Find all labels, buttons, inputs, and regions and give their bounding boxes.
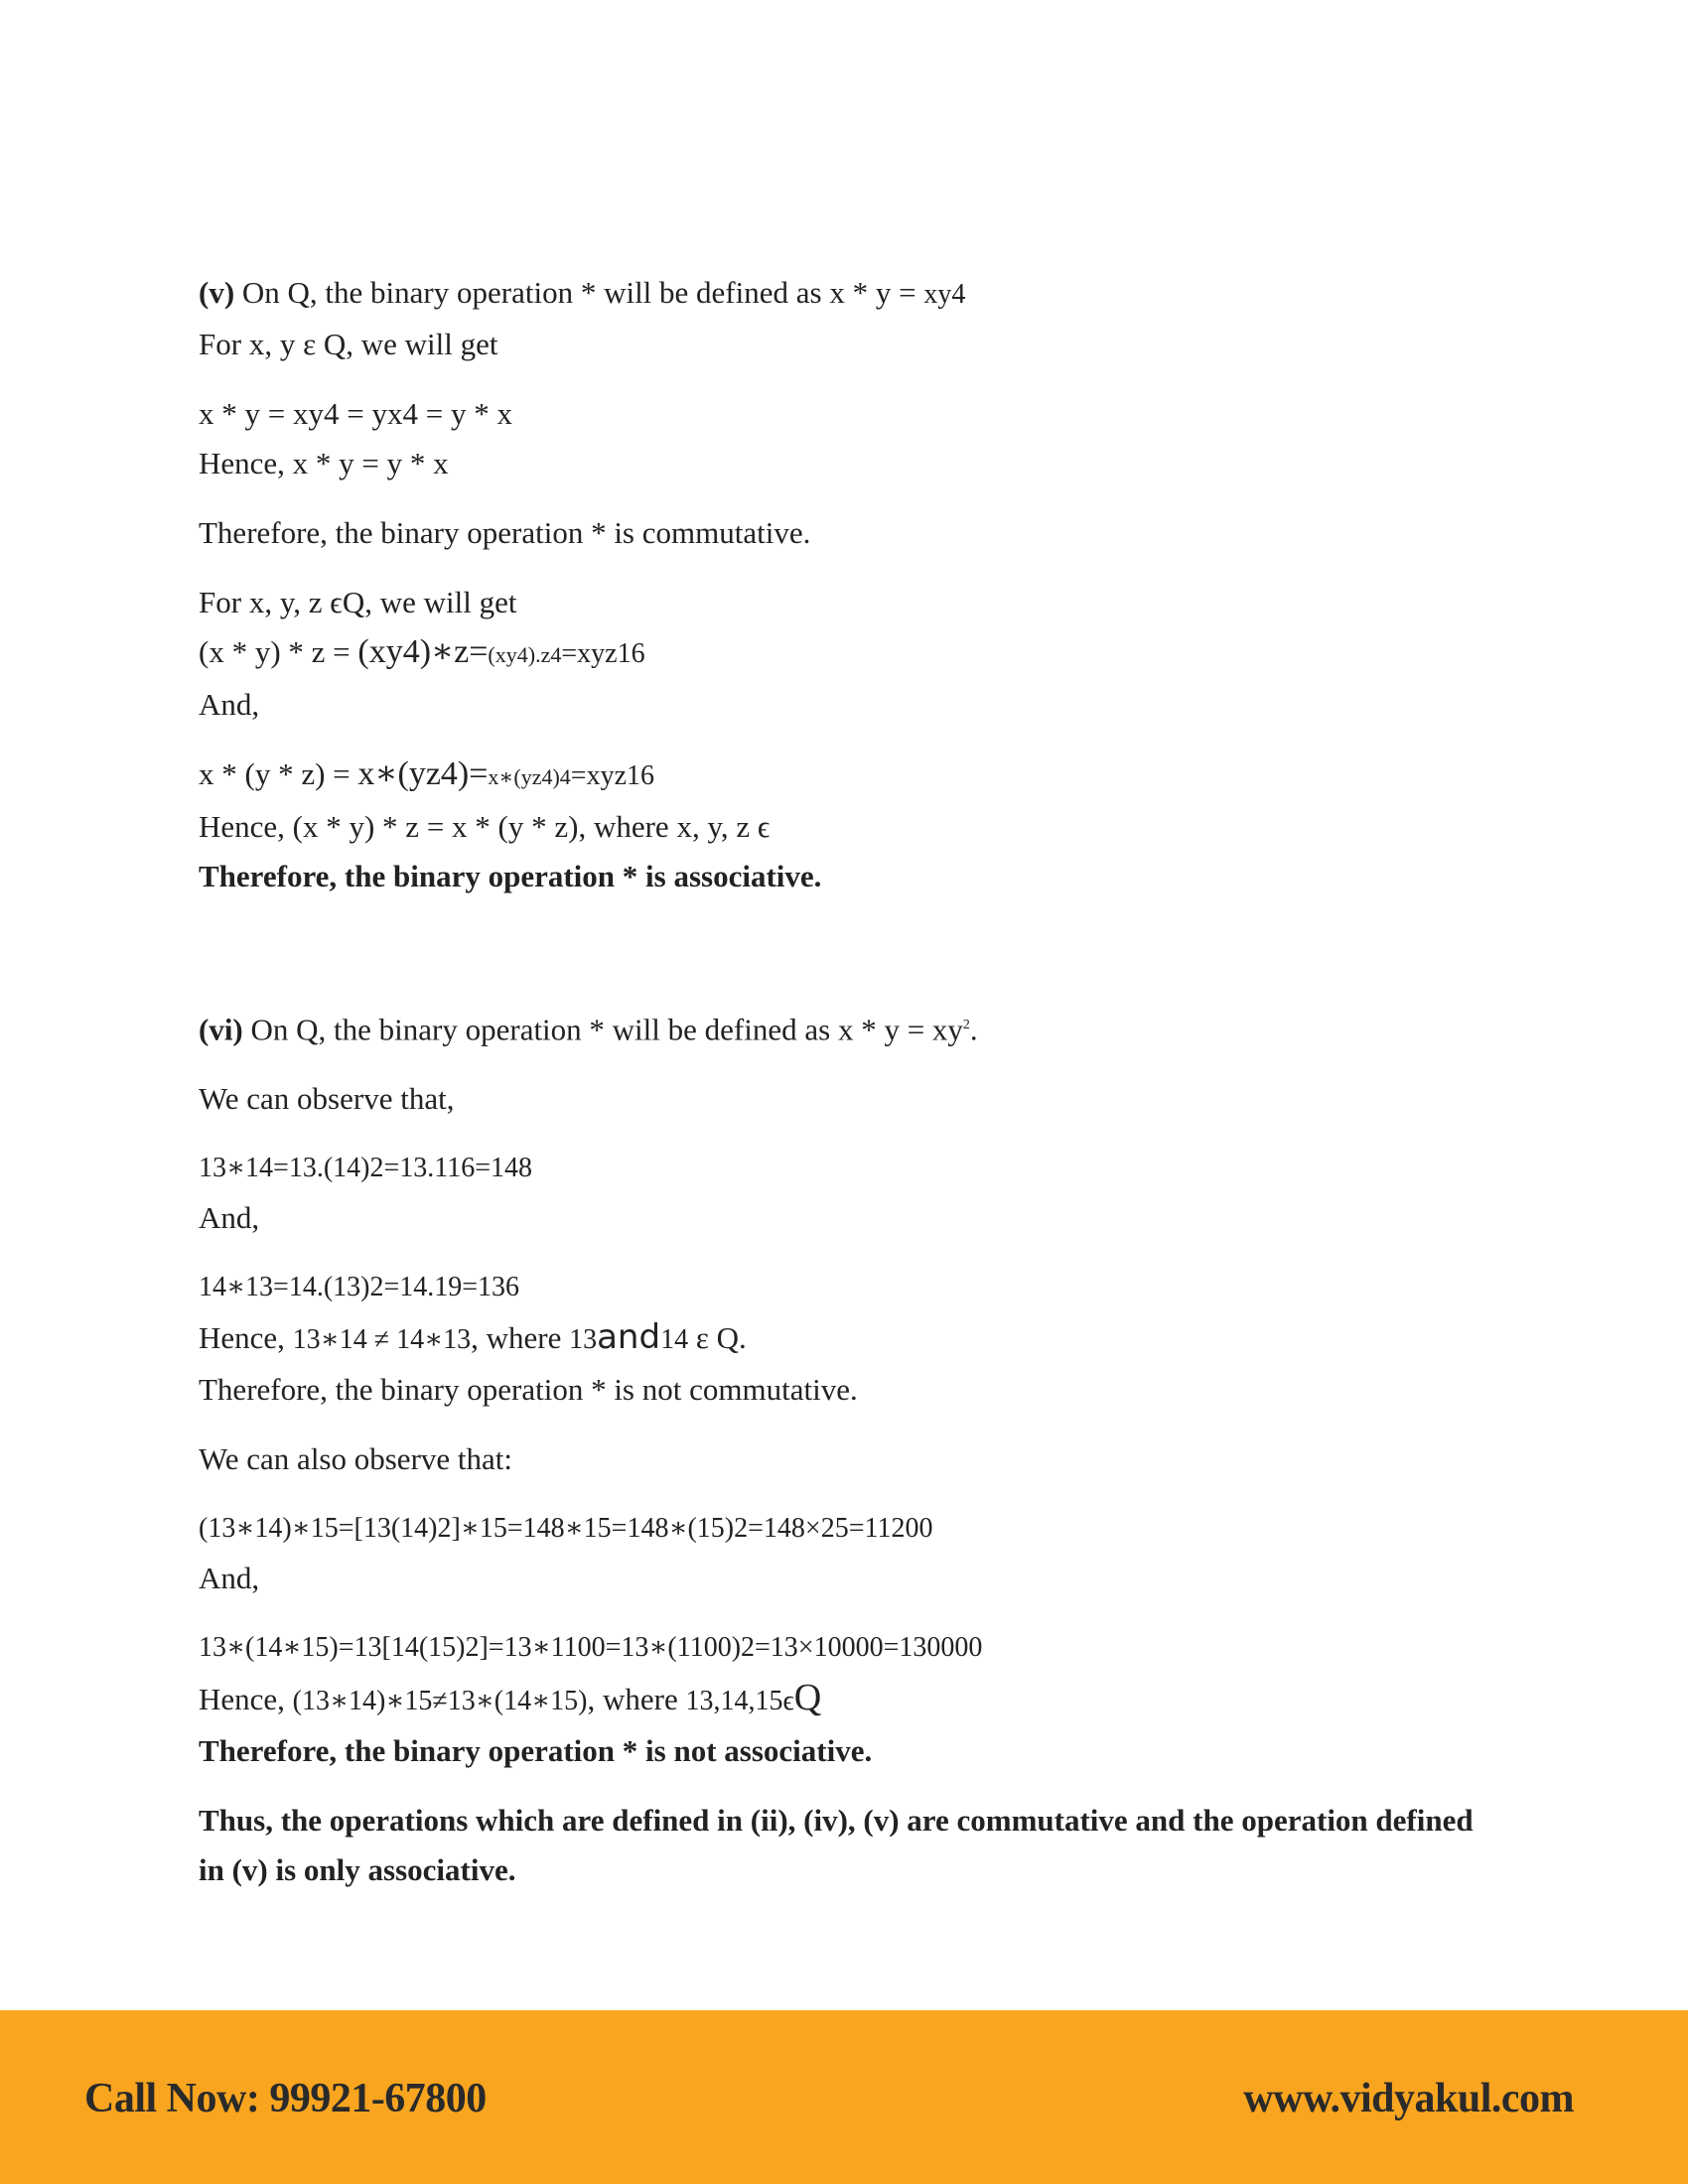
section-v-for-xyz: For x, y, z ϵQ, we will get xyxy=(199,585,517,619)
section-v-eq3-prefix: x * (y * z) = xyxy=(199,756,358,791)
section-v-eq2-math-end: =xyz16 xyxy=(561,638,645,669)
section-v-eq2-math: (xy4)∗z= xyxy=(357,633,489,670)
footer-banner xyxy=(0,2010,1688,2184)
section-vi-hence2 xyxy=(199,1673,1489,1726)
section-vi-hence1-mid: , where xyxy=(471,1320,570,1356)
section-v-therefore1: Therefore, the binary operation * is commutative. xyxy=(199,515,811,550)
section-vi-hence1-math3: 14 xyxy=(660,1324,689,1356)
section-vi-hence1-end: ε Q. xyxy=(688,1320,747,1356)
section-v-eq2-prefix: (x * y) * z = xyxy=(199,634,358,669)
website-link[interactable]: www.vidyakul.com xyxy=(1243,2076,1574,2121)
section-v-eq3 xyxy=(199,750,1489,802)
section-v-eq2-math-small: (xy4).z4 xyxy=(488,642,562,667)
section-vi-eq4: 13∗(14∗15)=13[14(15)2]=13∗1100=13∗(1100)2=13×10000=130000 xyxy=(199,1632,983,1664)
section-vi-hence2-mid: , where xyxy=(587,1682,686,1717)
section-vi-eq1: 13∗14=13.(14)2=13.116=148 xyxy=(199,1153,533,1184)
section-vi-hence2-math: (13∗14)∗15≠13∗(14∗15) xyxy=(292,1686,588,1717)
section-v-hence1: Hence, x * y = y * x xyxy=(199,446,449,480)
section-vi-therefore2: Therefore, the binary operation * is not associative. xyxy=(199,1733,873,1769)
section-vi-eq2: 14∗13=14.(13)2=14.19=136 xyxy=(199,1272,520,1303)
section-vi-observe1: We can observe that, xyxy=(199,1081,455,1117)
section-v-therefore2: Therefore, the binary operation * is associative. xyxy=(199,859,822,893)
document-body xyxy=(199,268,1489,1895)
section-vi-observe2: We can also observe that: xyxy=(199,1441,512,1477)
section-v-eq3-math-end: =xyz16 xyxy=(570,760,655,791)
section-v-for-xy: For x, y ε Q, we will get xyxy=(199,327,498,361)
section-v-intro xyxy=(199,268,1489,320)
section-vi-intro xyxy=(199,1001,1489,1054)
section-v-eq2 xyxy=(199,627,1489,680)
section-vi-hence2-math2: 13,14,15ϵ xyxy=(685,1686,794,1717)
section-vi-hence2-q: Q xyxy=(793,1677,822,1719)
section-v-intro-text: On Q, the binary operation * will be defined as x * y = xyxy=(234,275,924,310)
section-v-label: (v) xyxy=(199,275,235,310)
section-vi-intro-end: . xyxy=(969,1012,978,1047)
section-v-eq1 xyxy=(199,389,1489,439)
section-vi-hence2-prefix: Hence, xyxy=(199,1682,293,1717)
section-v-eq3-math: x∗(yz4)= xyxy=(357,755,489,792)
section-vi-label: (vi) xyxy=(199,1012,243,1047)
section-v-hence2: Hence, (x * y) * z = x * (y * z), where x, y, z ϵ xyxy=(199,809,771,844)
section-vi-hence1-prefix: Hence, xyxy=(199,1320,293,1356)
section-v-eq1-text: x * y = xy4 = yx4 = y * x xyxy=(199,396,512,431)
section-vi-hence1-and: and xyxy=(597,1317,661,1358)
section-vi-hence1-math: 13∗14 ≠ 14∗13 xyxy=(292,1324,472,1356)
section-v-and1: And, xyxy=(199,687,260,722)
section-vi-eq3: (13∗14)∗15=[13(14)2]∗15=148∗15=148∗(15)2=148×25=11200 xyxy=(199,1513,933,1545)
section-vi-hence1 xyxy=(199,1312,1489,1365)
section-v-eq3-math-small: x∗(yz4)4 xyxy=(488,764,571,789)
section-vi-therefore1: Therefore, the binary operation * is not commutative. xyxy=(199,1372,858,1408)
section-vi-and2: And, xyxy=(199,1561,260,1596)
section-v-intro-math: xy4 xyxy=(923,279,966,310)
section-vi-hence1-math2: 13 xyxy=(569,1324,598,1356)
conclusion: Thus, the operations which are defined in (ii), (iv), (v) are commutative and the operation defined in (v) is only associative. xyxy=(199,1803,1474,1888)
call-now-text: Call Now: 99921-67800 xyxy=(84,2076,487,2121)
section-vi-intro-sup: 2 xyxy=(962,1018,970,1032)
section-vi-intro-text: On Q, the binary operation * will be defined as x * y = xy xyxy=(242,1012,963,1047)
section-vi-and1: And, xyxy=(199,1200,260,1236)
